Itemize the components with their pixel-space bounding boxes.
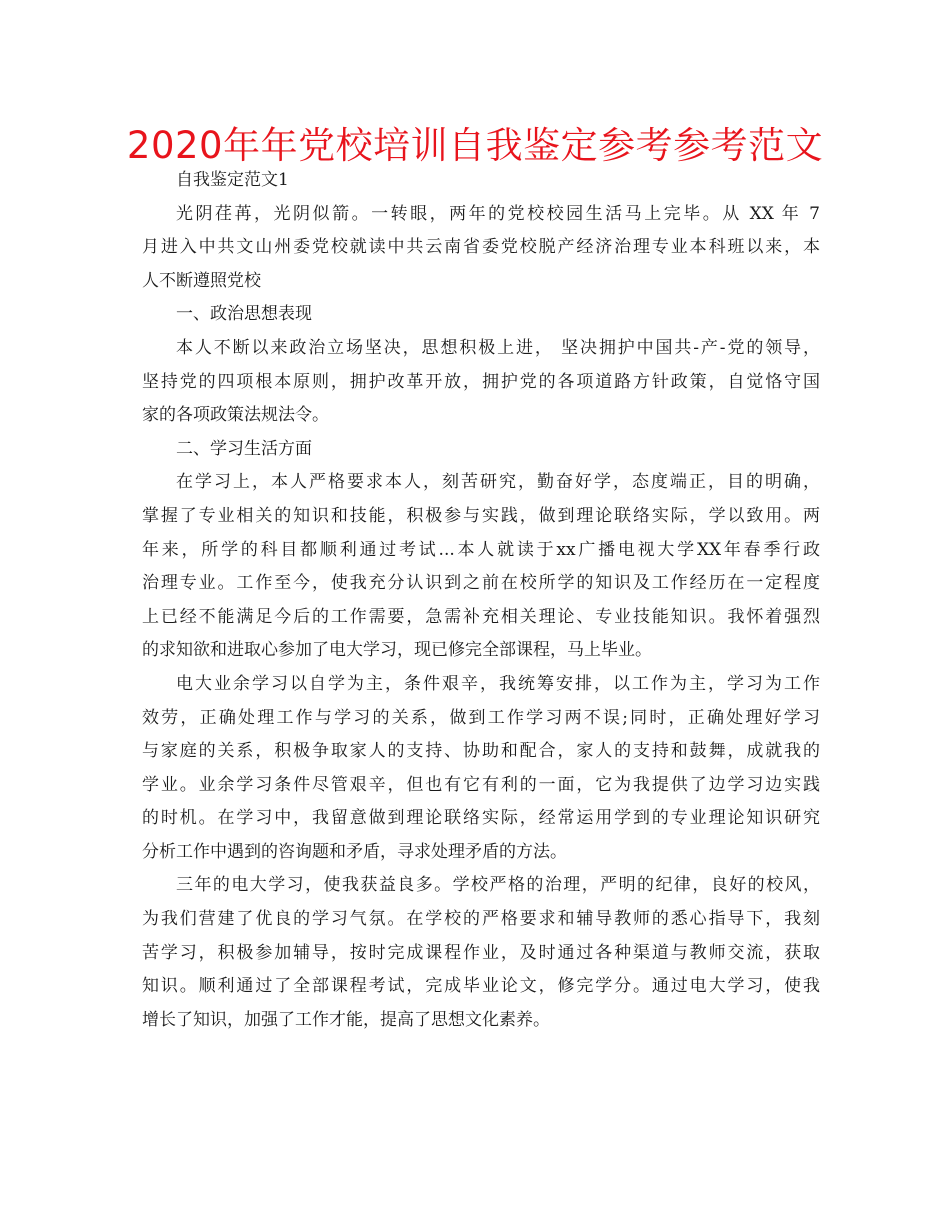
text-line: 电大业余学习以自学为主，条件艰辛，我统筹安排，以工作为主，学习为工作 [176, 673, 820, 694]
text-line: 三年的电大学习，使我获益良多。学校严格的治理，严明的纪律，良好的校风， [176, 875, 820, 896]
text-line: 知识。顺利通过了全部课程考试，完成毕业论文，修完学分。通过电大学习，使我 [142, 976, 820, 997]
text-line: 年来，所学的科目都顺利通过考试...本人就读于xx广播电视大学XX年春季行政 [142, 539, 820, 560]
text-line: 在学习上，本人严格要求本人，刻苦研究，勤奋好学，态度端正，目的明确， [176, 472, 820, 493]
text-line: 坚持党的四项根本原则，拥护改革开放，拥护党的各项道路方针政策，自觉恪守国 [142, 371, 820, 392]
text-line: 月进入中共文山州委党校就读中共云南省委党校脱产经济治理专业本科班以来，本 [142, 237, 820, 258]
text-line: 自我鉴定范文1 [176, 170, 289, 190]
text-line: 治理专业。工作至今，使我充分认识到之前在校所学的知识及工作经历在一定程度 [142, 573, 820, 594]
text-line: 与家庭的关系，积极争取家人的支持、协助和配合，家人的支持和鼓舞，成就我的 [142, 741, 820, 762]
text-line: 为我们营建了优良的学习气氛。在学校的严格要求和辅导教师的悉心指导下，我刻 [142, 909, 820, 930]
text-line: 一、政治思想表现 [176, 304, 312, 325]
text-line: 二、学习生活方面 [176, 438, 312, 459]
text-line: 光阴荏苒，光阴似箭。一转眼，两年的党校校园生活马上完毕。从 XX 年 7 [176, 203, 820, 224]
document-body [142, 164, 820, 1037]
text-line: 本人不断以来政治立场坚决，思想积极上进， 坚决拥护中国共-产-党的领导， [176, 337, 820, 358]
text-line: 的时机。在学习中，我留意做到理论联络实际，经常运用学到的专业理论知识研究 [142, 808, 820, 829]
text-line: 的求知欲和进取心参加了电大学习，现已修完全部课程，马上毕业。 [142, 640, 652, 661]
document-title: 2020年年党校培训自我鉴定参考参考范文 [126, 124, 824, 167]
text-line: 学业。业余学习条件尽管艰辛，但也有它有利的一面，它为我提供了边学习边实践 [142, 774, 820, 795]
text-line: 效劳，正确处理工作与学习的关系，做到工作学习两不误;同时，正确处理好学习 [142, 707, 820, 728]
text-line: 人不断遵照党校 [142, 270, 261, 291]
text-line: 上已经不能满足今后的工作需要，急需补充相关理论、专业技能知识。我怀着强烈 [142, 606, 820, 627]
text-line: 掌握了专业相关的知识和技能，积极参与实践，做到理论联络实际，学以致用。两 [142, 505, 820, 526]
text-line: 苦学习，积极参加辅导，按时完成课程作业，及时通过各种渠道与教师交流，获取 [142, 942, 820, 963]
text-line: 分析工作中遇到的咨询题和矛盾，寻求处理矛盾的方法。 [142, 841, 567, 862]
text-line: 增长了知识，加强了工作才能，提高了思想文化素养。 [142, 1009, 550, 1030]
text-line: 家的各项政策法规法令。 [142, 405, 329, 426]
